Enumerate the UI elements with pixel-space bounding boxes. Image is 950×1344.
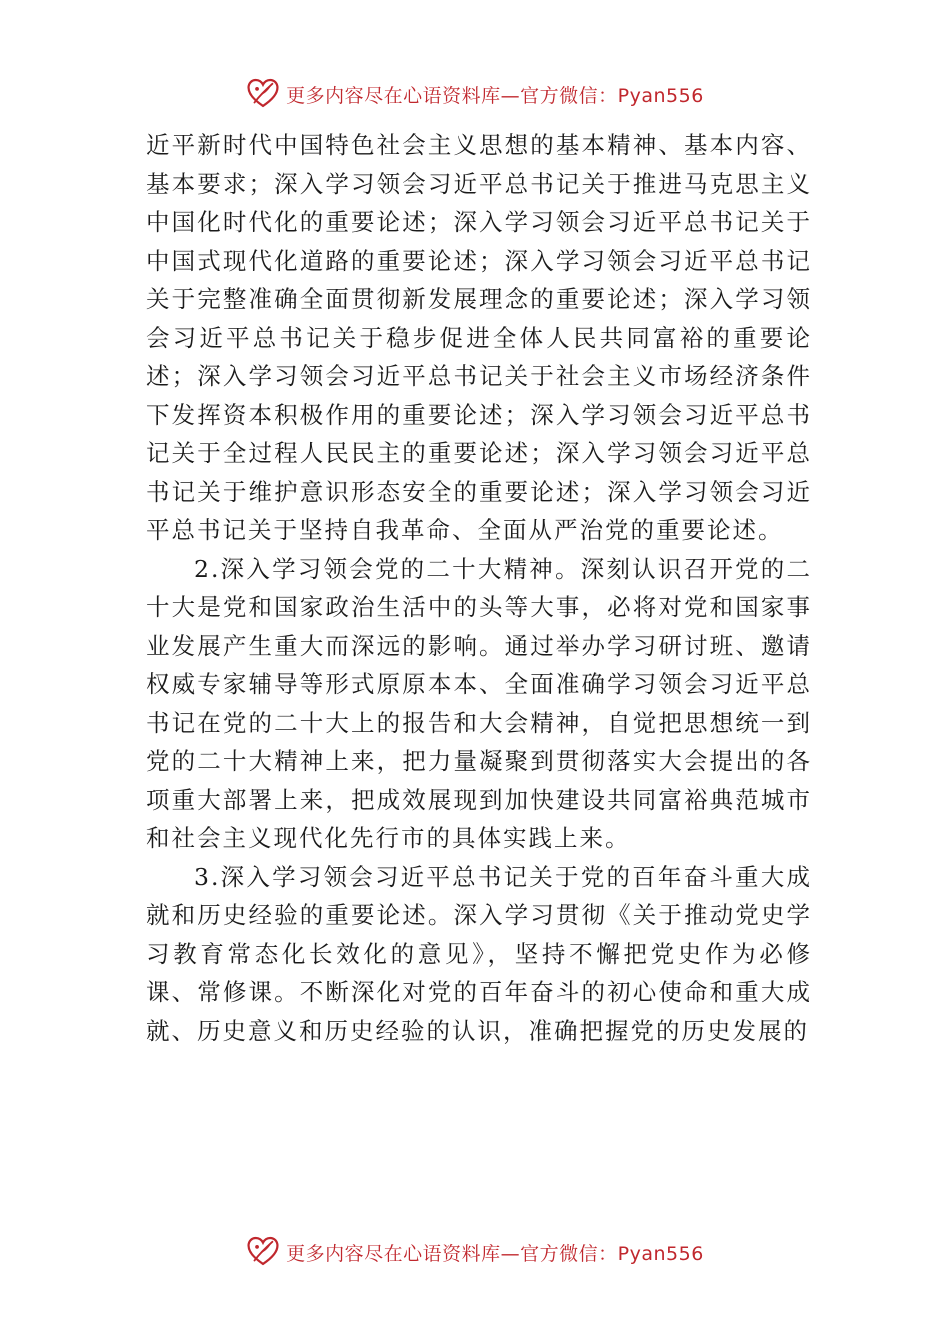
footer-banner-text: 更多内容尽在心语资料库—官方微信：Pyan556 [286,1242,704,1265]
document-body [146,126,812,1050]
header-banner-text: 更多内容尽在心语资料库—官方微信：Pyan556 [286,84,704,107]
paragraph-item-3: 3.深入学习领会习近平总书记关于党的百年奋斗重大成就和历史经验的重要论述。深入学习贯彻《关于推动党史学习教育常态化长效化的意见》，坚持不懈把党史作为必修课、常修课。不断深化对党的百年奋斗的初心使命和重大成就、历史意义和历史经验的认识，准确把握党的历史发展的 [146,862,812,1045]
paragraph-item-2: 2.深入学习领会党的二十大精神。深刻认识召开党的二十大是党和国家政治生活中的头等大事，必将对党和国家事业发展产生重大而深远的影响。通过举办学习研讨班、邀请权威专家辅导等形式原原本本、全面准确学习领会习近平总书记在党的二十大上的报告和大会精神，自觉把思想统一到党的二十大精神上来，把力量凝聚到贯彻落实大会提出的各项重大部署上来，把成效展现到加快建设共同富裕典范城市和社会主义现代化先行市的具体实践上来。 [146,554,812,852]
footer-banner [0,1232,950,1272]
heart-quill-logo-icon [246,77,280,111]
header-banner [0,74,950,114]
paragraph-continuation: 近平新时代中国特色社会主义思想的基本精神、基本内容、 基本要求；深入学习领会习近平总书记关于推进马克思主义中国化时代化的重要论述；深入学习领会习近平总书记关于中国式现代化道路的重要论述；深入学习领会习近平总书记关于完整准确全面贯彻新发展理念的重要论述；深入学习领会习近平总书记关于稳步促进全体人民共同富裕的重要论述；深入学习领会习近平总书记关于社会主义市场经济条件下发挥资本积极作用的重要论述；深入学习领会习近平总书记关于全过程人民民主的重要论述；深入学习领会习近平总书记关于维护意识形态安全的重要论述；深入学习领会习近平总书记关于坚持自我革命、全面从严治党的重要论述。 [146,131,812,544]
heart-quill-logo-icon [246,1235,280,1269]
